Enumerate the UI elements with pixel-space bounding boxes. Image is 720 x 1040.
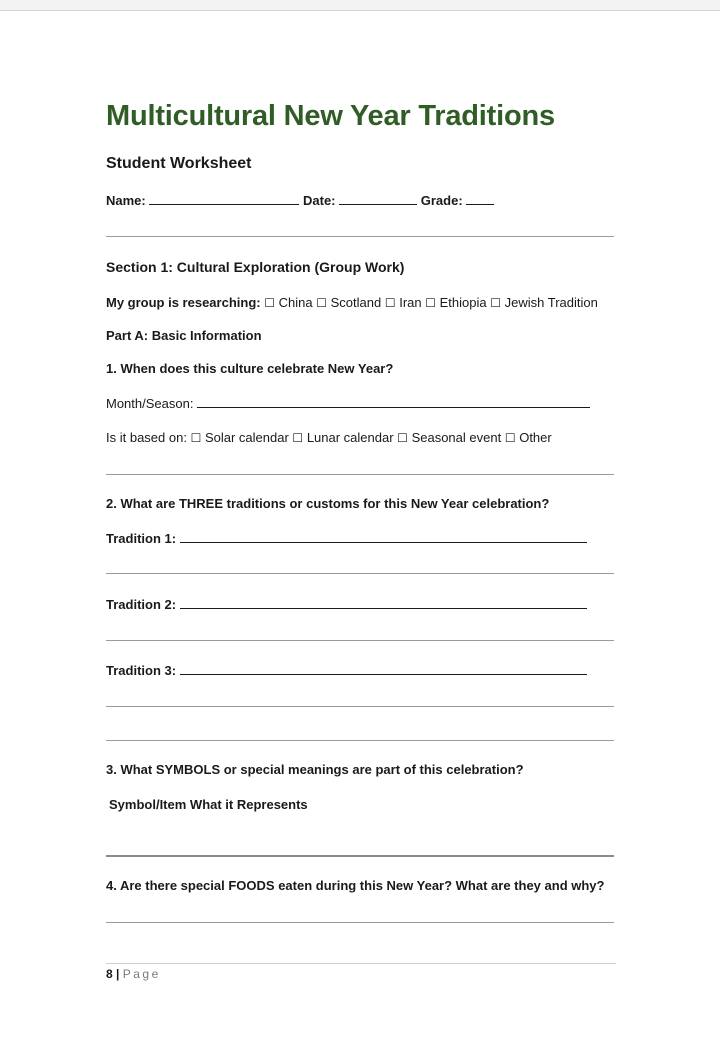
question-4: 4. Are there special FOODS eaten during this New Year? What are they and why?	[106, 878, 605, 893]
question-3: 3. What SYMBOLS or special meanings are part of this celebration?	[106, 762, 524, 777]
tradition-2-blank[interactable]	[180, 596, 587, 609]
symbol-table-header	[109, 797, 308, 812]
answer-line[interactable]	[106, 706, 614, 707]
header-fields	[106, 192, 494, 208]
checkbox-solar[interactable]: ☐	[190, 431, 202, 445]
checkbox-china[interactable]: ☐	[264, 296, 275, 310]
checkbox-seasonal[interactable]: ☐	[397, 431, 408, 445]
option-other: Other	[519, 430, 552, 445]
option-lunar: Lunar calendar	[306, 430, 394, 445]
calendar-basis-label: Is it based on:	[106, 430, 187, 445]
page-number: 8	[106, 967, 113, 981]
symbol-column-header: Symbol/Item	[109, 797, 187, 812]
checkbox-ethiopia[interactable]: ☐	[425, 296, 436, 310]
footer-divider	[106, 963, 616, 964]
month-season-blank[interactable]	[197, 395, 590, 408]
divider	[106, 236, 614, 237]
option-solar: Solar calendar	[204, 430, 289, 445]
page-title: Multicultural New Year Traditions	[106, 100, 555, 132]
checkbox-jewish-tradition[interactable]: ☐	[490, 296, 501, 310]
part-a-heading: Part A: Basic Information	[106, 328, 262, 343]
question-2: 2. What are THREE traditions or customs for this New Year celebration?	[106, 496, 550, 511]
page-word: Page	[122, 967, 161, 981]
divider	[106, 474, 614, 475]
grade-blank[interactable]	[466, 192, 494, 205]
worksheet-subtitle: Student Worksheet	[106, 155, 252, 172]
answer-line[interactable]	[106, 740, 614, 741]
culture-iran: Iran	[399, 295, 422, 310]
calendar-basis-row	[106, 430, 552, 445]
answer-line[interactable]	[106, 573, 614, 574]
tradition-3-row	[106, 662, 587, 678]
month-season-row	[106, 395, 590, 411]
culture-scotland: Scotland	[330, 295, 382, 310]
answer-line[interactable]	[106, 855, 614, 857]
answer-line[interactable]	[106, 922, 614, 923]
tradition-3-label: Tradition 3:	[106, 663, 177, 678]
tradition-3-blank[interactable]	[180, 662, 587, 675]
section-1-heading: Section 1: Cultural Exploration (Group Work)	[106, 259, 405, 275]
name-blank[interactable]	[149, 192, 299, 205]
option-seasonal: Seasonal event	[411, 430, 502, 445]
date-label: Date:	[303, 193, 336, 208]
window-top-bar	[0, 0, 720, 11]
culture-china: China	[278, 295, 313, 310]
grade-label: Grade:	[420, 193, 463, 208]
tradition-1-label: Tradition 1:	[106, 531, 177, 546]
culture-ethiopia: Ethiopia	[439, 295, 487, 310]
tradition-2-label: Tradition 2:	[106, 597, 177, 612]
culture-jewish-tradition: Jewish Tradition	[504, 295, 598, 310]
checkbox-scotland[interactable]: ☐	[316, 296, 327, 310]
date-blank[interactable]	[339, 192, 417, 205]
culture-selection-row	[106, 295, 598, 310]
tradition-1-blank[interactable]	[180, 530, 587, 543]
tradition-2-row	[106, 596, 587, 612]
checkbox-lunar[interactable]: ☐	[292, 431, 304, 445]
checkbox-iran[interactable]: ☐	[384, 296, 396, 310]
page-footer	[106, 967, 161, 981]
research-label: My group is researching:	[106, 295, 261, 310]
question-1: 1. When does this culture celebrate New Year?	[106, 361, 394, 376]
tradition-1-row	[106, 530, 587, 546]
represents-column-header: What it Represents	[189, 797, 308, 812]
page-separator: |	[116, 967, 120, 981]
answer-line[interactable]	[106, 640, 614, 641]
month-season-label: Month/Season:	[106, 396, 194, 411]
checkbox-other[interactable]: ☐	[504, 431, 516, 445]
name-label: Name:	[106, 193, 146, 208]
